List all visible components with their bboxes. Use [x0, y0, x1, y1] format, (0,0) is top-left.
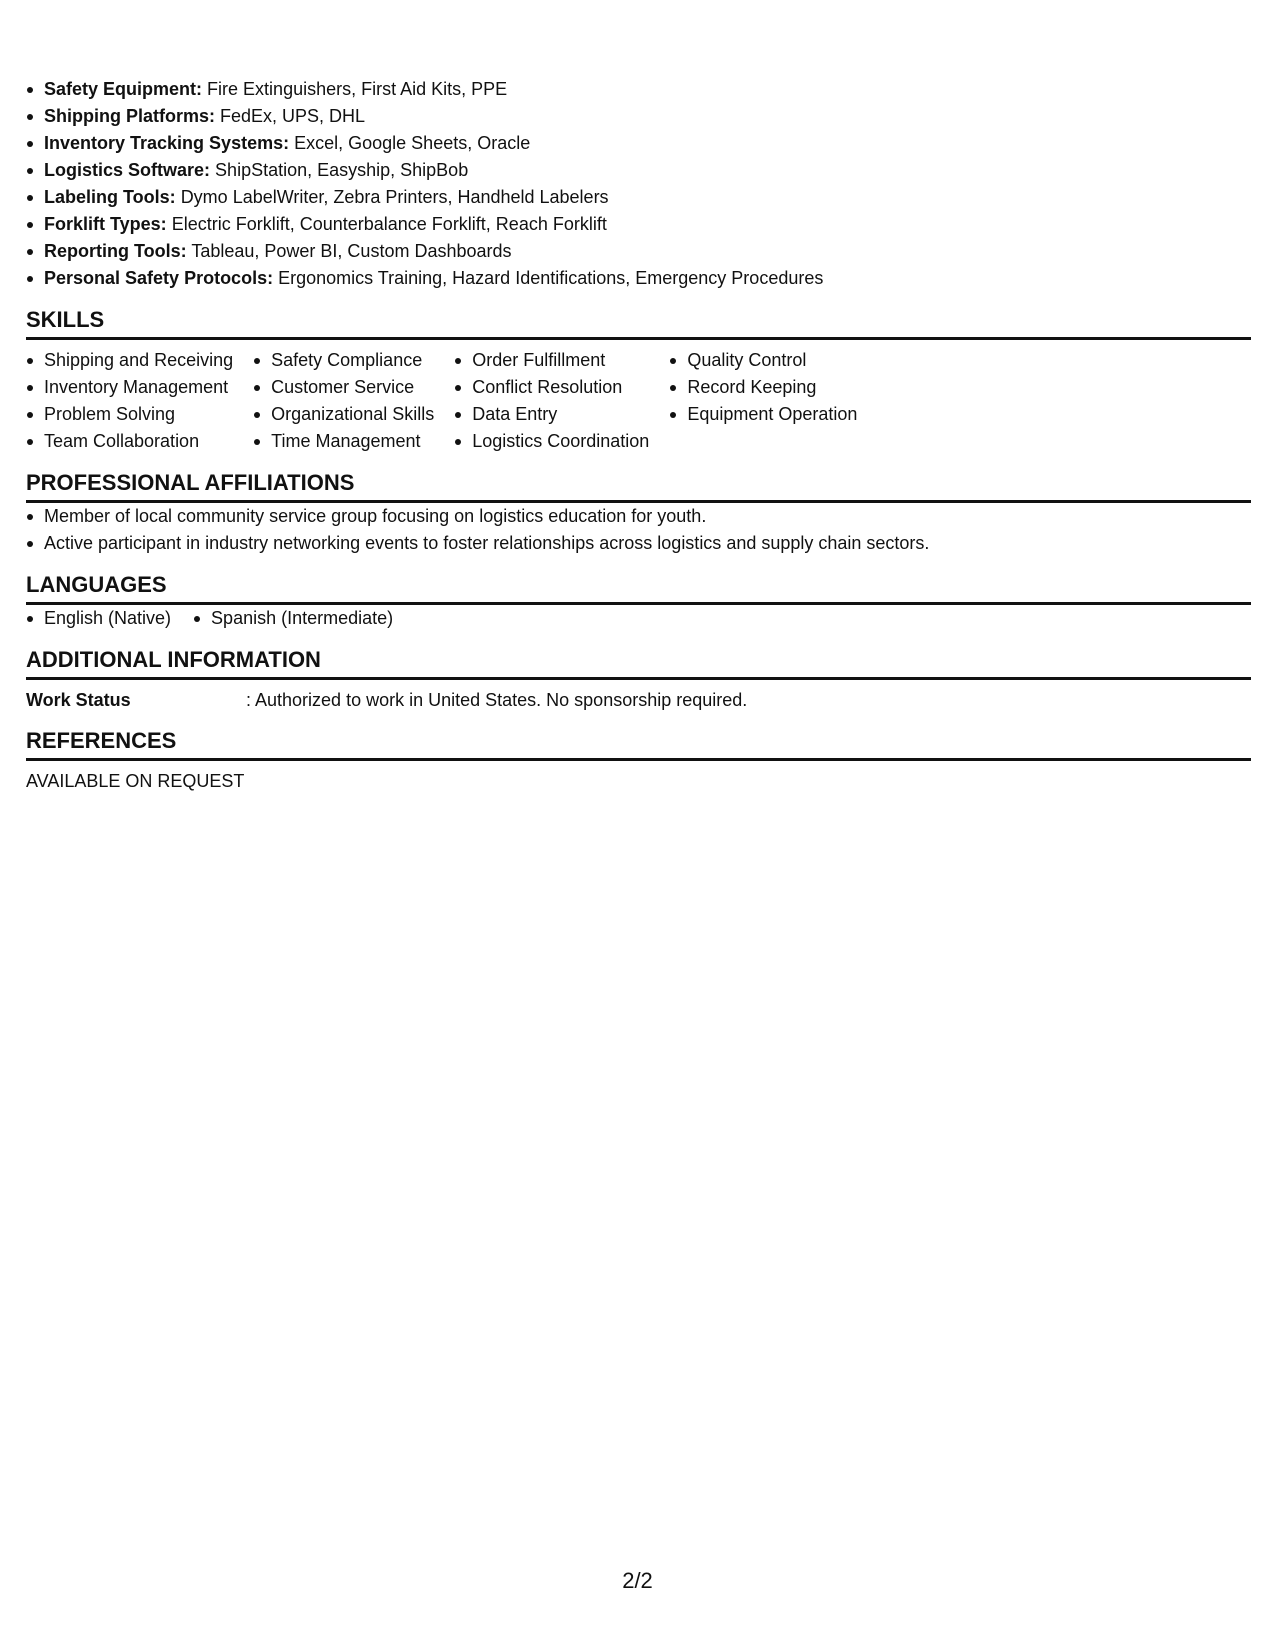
tool-category-value: FedEx, UPS, DHL: [220, 106, 366, 126]
list-item: [26, 184, 1251, 211]
skills-column: [454, 347, 649, 455]
tool-category-label: Shipping Platforms:: [44, 106, 215, 126]
languages-section: [26, 571, 1251, 632]
section-title: REFERENCES: [26, 727, 1251, 761]
list-item: [26, 238, 1251, 265]
affiliation-item: Member of local community service group focusing on logistics education for youth.: [26, 503, 1251, 530]
tool-category-label: Reporting Tools:: [44, 241, 187, 261]
skills-column: [26, 347, 233, 455]
skill-item: Order Fulfillment: [454, 347, 649, 374]
skill-item: Data Entry: [454, 401, 649, 428]
section-title: SKILLS: [26, 306, 1251, 340]
work-status-label: Work Status: [26, 690, 131, 710]
list-item: [26, 76, 1251, 103]
section-title: ADDITIONAL INFORMATION: [26, 646, 1251, 680]
resume-page: [26, 76, 1251, 794]
additional-info-section: [26, 646, 1251, 713]
skill-item: Organizational Skills: [253, 401, 434, 428]
skills-column: [669, 347, 857, 455]
tool-category-value: Excel, Google Sheets, Oracle: [294, 133, 531, 153]
work-status-value: : Authorized to work in United States. No sponsorship required.: [246, 690, 748, 710]
skill-item: Inventory Management: [26, 374, 233, 401]
skill-item: Logistics Coordination: [454, 428, 649, 455]
work-status-row: [26, 680, 1251, 713]
tool-category-value: Dymo LabelWriter, Zebra Printers, Handheld Labelers: [180, 187, 609, 207]
tool-category-value: Ergonomics Training, Hazard Identifications, Emergency Procedures: [278, 268, 824, 288]
affiliations-section: [26, 469, 1251, 557]
skill-item: Shipping and Receiving: [26, 347, 233, 374]
list-item: [26, 211, 1251, 238]
skills-grid: [26, 340, 1251, 455]
tool-category-label: Safety Equipment:: [44, 79, 203, 99]
tool-category-value: Fire Extinguishers, First Aid Kits, PPE: [207, 79, 508, 99]
tool-category-label: Forklift Types:: [44, 214, 167, 234]
tool-category-label: Labeling Tools:: [44, 187, 176, 207]
affiliations-list: [26, 503, 1251, 557]
skills-section: [26, 306, 1251, 455]
skills-column: [253, 347, 434, 455]
languages-list: [26, 605, 1251, 632]
skill-item: Conflict Resolution: [454, 374, 649, 401]
tool-category-label: Logistics Software:: [44, 160, 211, 180]
language-item: Spanish (Intermediate): [193, 605, 393, 632]
section-title: LANGUAGES: [26, 571, 1251, 605]
skill-item: Team Collaboration: [26, 428, 233, 455]
list-item: [26, 265, 1251, 292]
skill-item: Time Management: [253, 428, 434, 455]
references-section: [26, 727, 1251, 794]
tool-category-label: Personal Safety Protocols:: [44, 268, 274, 288]
skill-item: Customer Service: [253, 374, 434, 401]
skill-item: Record Keeping: [669, 374, 857, 401]
tool-category-value: ShipStation, Easyship, ShipBob: [215, 160, 469, 180]
page-number: 2/2: [622, 1568, 653, 1593]
section-title: PROFESSIONAL AFFILIATIONS: [26, 469, 1251, 503]
list-item: [26, 157, 1251, 184]
language-item: English (Native): [26, 605, 171, 632]
affiliation-item: Active participant in industry networking events to foster relationships across logistics and supply chain sectors.: [26, 530, 1251, 557]
list-item: [26, 103, 1251, 130]
skill-item: Quality Control: [669, 347, 857, 374]
tool-category-value: Tableau, Power BI, Custom Dashboards: [191, 241, 512, 261]
tools-list: [26, 76, 1251, 292]
tool-category-value: Electric Forklift, Counterbalance Forklift, Reach Forklift: [171, 214, 607, 234]
tool-category-label: Inventory Tracking Systems:: [44, 133, 290, 153]
skill-item: Safety Compliance: [253, 347, 434, 374]
skill-item: Problem Solving: [26, 401, 233, 428]
list-item: [26, 130, 1251, 157]
references-text: AVAILABLE ON REQUEST: [26, 771, 245, 791]
skill-item: Equipment Operation: [669, 401, 857, 428]
